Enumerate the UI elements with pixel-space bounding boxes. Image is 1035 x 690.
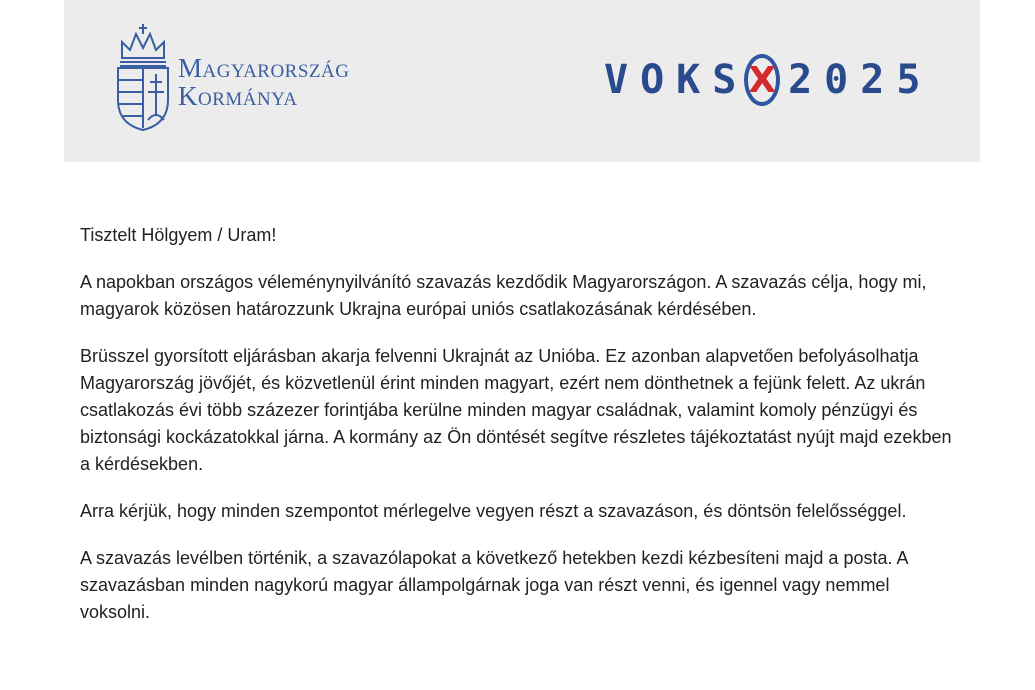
- letter-header: [64, 0, 980, 162]
- campaign-logo-left: VOKS: [604, 57, 749, 103]
- letter-body: [80, 222, 960, 646]
- letter-paragraph: A szavazás levélben történik, a szavazólapokat a következő hetekben kezdi kézbesíteni majd a posta. A szavazásban minden nagykorú magyar állampolgárnak joga van részt venni, és igennel vagy nemmel voksolni.: [80, 548, 908, 622]
- coat-of-arms-icon: [112, 20, 174, 132]
- campaign-logo: [604, 50, 933, 110]
- government-name: [178, 54, 349, 110]
- ballot-x-icon: [744, 54, 780, 106]
- government-name-line1: Magyarország: [178, 53, 350, 83]
- letter-paragraph: Arra kérjük, hogy minden szempontot mérlegelve vegyen részt a szavazáson, és döntsön felelősséggel.: [80, 501, 907, 521]
- campaign-logo-right: 2025: [788, 57, 933, 103]
- government-name-line2: Kormánya: [178, 81, 298, 111]
- campaign-logo-mark: X: [748, 59, 777, 101]
- letter-paragraph: A napokban országos véleménynyilvánító szavazás kezdődik Magyarországon. A szavazás célja, hogy mi, magyarok közösen határozzunk Ukrajna európai uniós csatlakozásának kérdésében.: [80, 272, 927, 319]
- letter-paragraph: Brüsszel gyorsított eljárásban akarja felvenni Ukrajnát az Unióba. Ez azonban alapvetően befolyásolhatja Magyarország jövőjét, és közvetlenül érint minden magyart, ezért nem dönthetnek a fejünk felett. Az ukrán csatlakozás évi több százezer forintjába kerülne minden magyar családnak, valamint komoly pénzügyi és biztonsági kockázatokkal járna. A kormány az Ön döntését segítve részletes tájékoztatást nyújt majd ezekben a kérdésekben.: [80, 346, 952, 474]
- letter-greeting: Tisztelt Hölgyem / Uram!: [80, 225, 277, 245]
- government-logo: [112, 20, 392, 132]
